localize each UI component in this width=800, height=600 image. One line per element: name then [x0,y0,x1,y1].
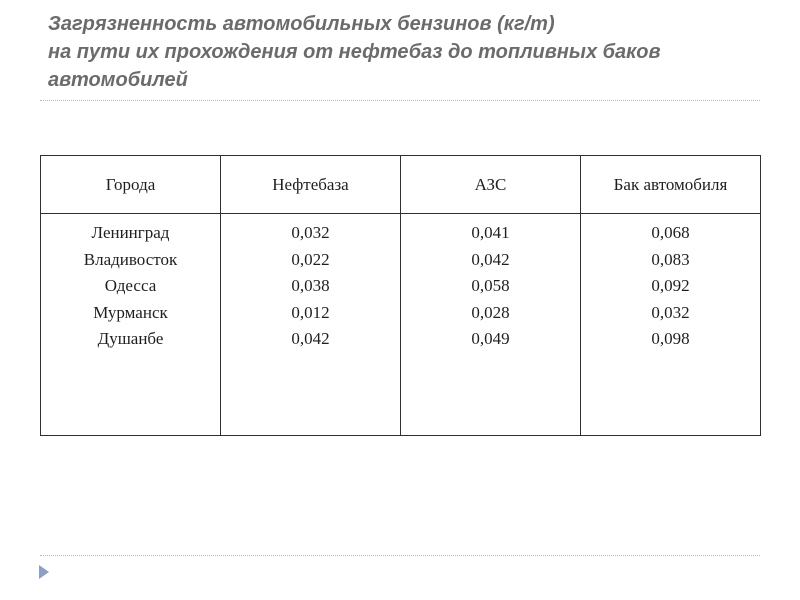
car-tank-value: 0,098 [651,329,690,348]
gas-station-value: 0,028 [471,302,510,322]
oil-depot-cell [221,214,401,436]
cities-cell [41,214,221,436]
car-tank-value: 0,092 [651,276,690,295]
header-gas-station: АЗС [401,156,581,214]
city-name: Душанбе [97,329,164,348]
gas-station-value: 0,042 [471,249,510,269]
slide-title: Загрязненность автомобильных бензинов (кг/т) на пути их прохождения от нефтебаз до топливных баков автомобилей [48,13,661,91]
header-oil-depot: Нефтебаза [221,156,401,214]
header-car-tank: Бак автомобиля [581,156,761,214]
gas-station-value: 0,041 [471,223,510,242]
triangle-bullet-icon [39,565,49,579]
city-name: Мурманск [93,302,168,322]
footer-divider [40,555,760,556]
gas-station-cell [401,214,581,436]
car-tank-value: 0,083 [651,249,690,269]
city-name: Одесса [104,276,157,295]
oil-depot-value: 0,022 [291,249,330,269]
table-row [41,214,761,436]
header-cities: Города [41,156,221,214]
oil-depot-value: 0,012 [291,302,330,322]
city-name: Ленинград [91,223,170,242]
car-tank-value: 0,068 [651,223,690,242]
oil-depot-value: 0,032 [291,223,330,242]
car-tank-cell [581,214,761,436]
title-divider [40,100,760,101]
oil-depot-value: 0,042 [291,329,330,348]
pollution-table [40,155,761,436]
car-tank-value: 0,032 [651,302,690,322]
gas-station-value: 0,058 [471,276,510,295]
oil-depot-value: 0,038 [291,276,330,295]
table-header-row [41,156,761,214]
gas-station-value: 0,049 [471,329,510,348]
city-name: Владивосток [83,249,178,269]
